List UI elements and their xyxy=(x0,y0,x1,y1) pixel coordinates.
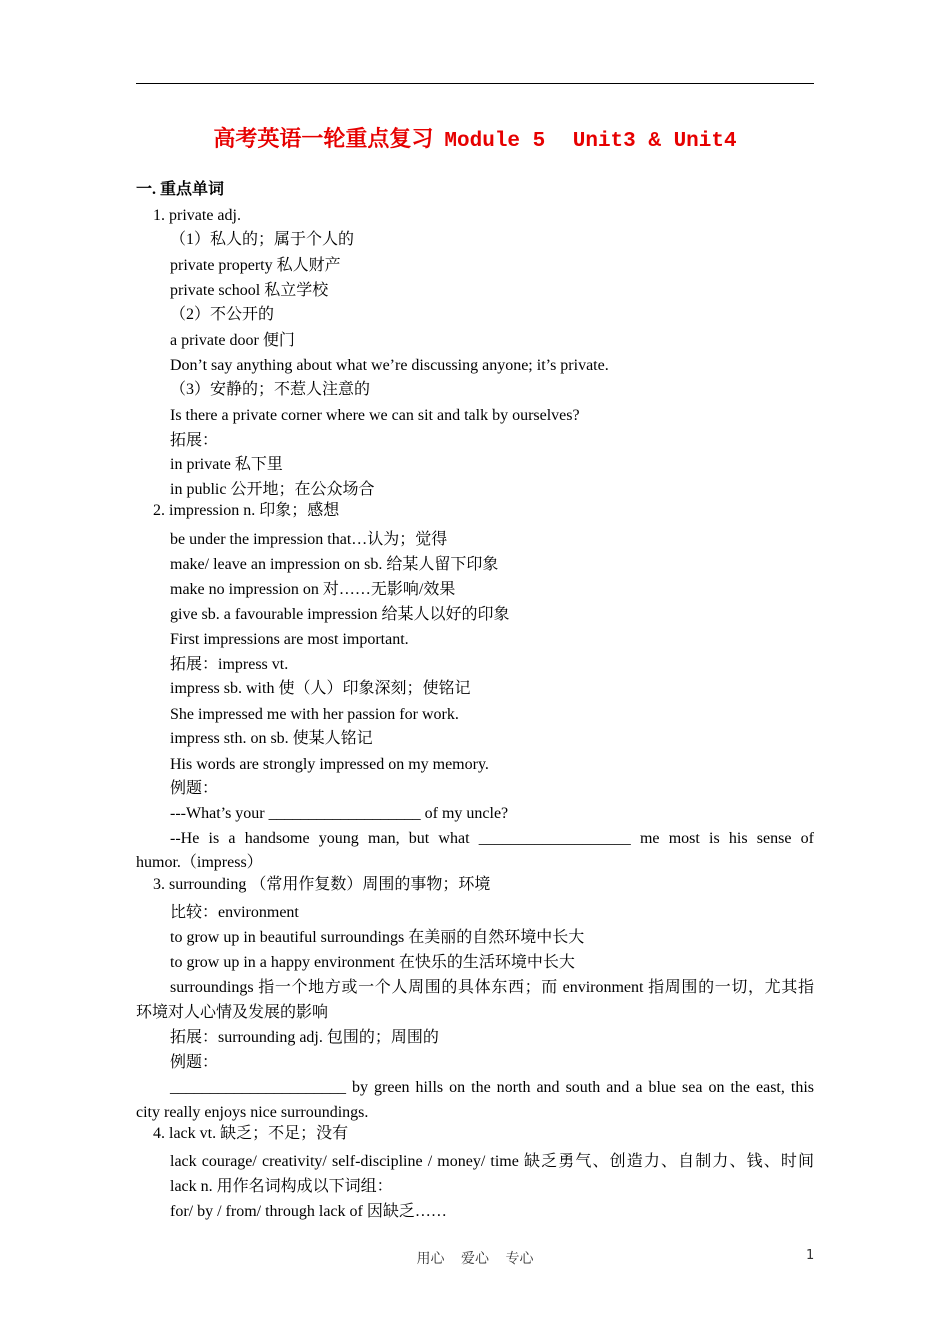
text-line: First impressions are most important. xyxy=(170,631,409,648)
text-line: impress sb. with 使（人）印象深刻；使铭记 xyxy=(170,680,471,697)
text-line: 例题： xyxy=(170,1054,219,1071)
text-line: surroundings 指一个地方或一个人周围的具体东西；而 environment 指周围的一切，尤其指 xyxy=(170,979,814,996)
text-line: Don’t say anything about what we’re discussing anyone; it’s private. xyxy=(170,357,609,374)
footer-item: 专心 xyxy=(505,1251,534,1267)
text-line: 拓展：surrounding adj. 包围的；周围的 xyxy=(170,1029,439,1046)
footer-item: 用心 xyxy=(416,1251,445,1267)
text-line: 环境对人心情及发展的影响 xyxy=(136,1004,329,1021)
text-line: ---What’s your ___________________ of my uncle? xyxy=(170,805,509,822)
text-line: Is there a private corner where we can sit and talk by ourselves? xyxy=(170,407,580,424)
text-line: to grow up in a happy environment 在快乐的生活环境中长大 xyxy=(170,954,575,971)
text-line: humor.（impress） xyxy=(136,854,263,871)
document-title xyxy=(0,122,950,153)
text-line: to grow up in beautiful surroundings 在美丽的自然环境中长大 xyxy=(170,929,585,946)
text-line: 比较：environment xyxy=(170,904,299,921)
text-line: make no impression on 对……无影响/效果 xyxy=(170,581,456,598)
text-line: impress sth. on sb. 使某人铭记 xyxy=(170,730,373,747)
text-line: lack n. 用作名词构成以下词组： xyxy=(170,1178,393,1195)
text-line: in public 公开地；在公众场合 xyxy=(170,481,375,498)
text-line: in private 私下里 xyxy=(170,456,283,473)
text-line: His words are strongly impressed on my memory. xyxy=(170,756,489,773)
text-line: give sb. a favourable impression 给某人以好的印象 xyxy=(170,606,510,623)
text-line: She impressed me with her passion for work. xyxy=(170,706,459,723)
text-line: private property 私人财产 xyxy=(170,257,341,274)
text-line: ______________________ by green hills on the north and south and a blue sea on the east, this xyxy=(170,1079,814,1096)
title-module: Module 5 xyxy=(444,130,546,153)
text-line: 4. lack vt. 缺乏；不足；没有 xyxy=(153,1125,349,1142)
text-line: lack courage/ creativity/ self-discipline / money/ time 缺乏勇气、创造力、自制力、钱、时间 xyxy=(170,1153,814,1170)
text-line: （2）不公开的 xyxy=(170,306,275,323)
text-line: make/ leave an impression on sb. 给某人留下印象 xyxy=(170,556,499,573)
title-cn: 高考英语一轮重点复习 xyxy=(213,126,434,151)
text-line: be under the impression that…认为；觉得 xyxy=(170,531,448,548)
footer-item: 爱心 xyxy=(461,1251,489,1267)
text-line: a private door 便门 xyxy=(170,332,295,349)
text-line: 例题： xyxy=(170,780,219,797)
text-line: 1. private adj. xyxy=(153,207,241,224)
text-line: private school 私立学校 xyxy=(170,282,329,299)
header-rule xyxy=(136,83,814,84)
text-line: （3）安静的；不惹人注意的 xyxy=(170,381,371,398)
text-line: --He is a handsome young man, but what ___________________ me most is his sense of xyxy=(170,830,814,847)
text-line: city really enjoys nice surroundings. xyxy=(136,1104,369,1121)
text-line: （1）私人的；属于个人的 xyxy=(170,231,355,248)
text-line: for/ by / from/ through lack of 因缺乏…… xyxy=(170,1203,447,1220)
text-line: 拓展： xyxy=(170,432,219,449)
text-line: 3. surrounding （常用作复数）周围的事物；环境 xyxy=(153,876,491,893)
text-line: 2. impression n. 印象；感想 xyxy=(153,502,340,519)
text-line: 拓展：impress vt. xyxy=(170,656,289,673)
page-number: 1 xyxy=(806,1248,815,1263)
section-heading: 一. 重点单词 xyxy=(136,181,225,198)
title-units: Unit3 & Unit4 xyxy=(572,130,737,153)
